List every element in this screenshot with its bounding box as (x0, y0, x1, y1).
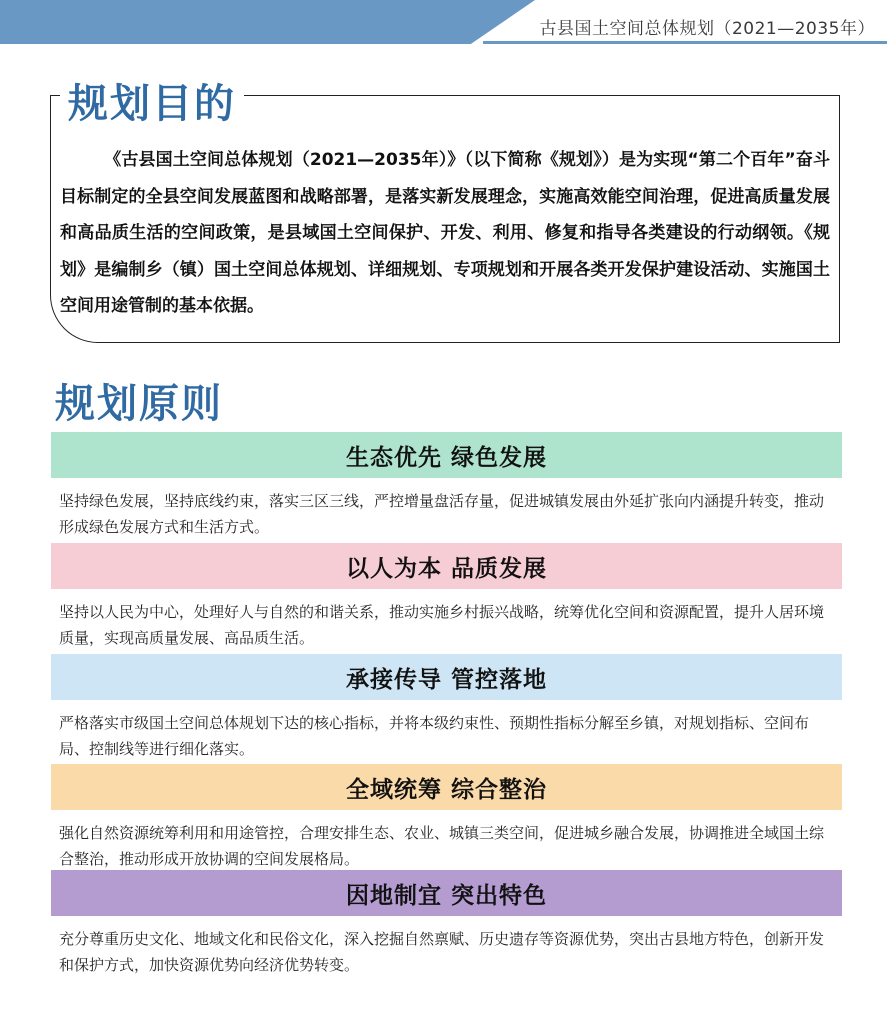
principle-description: 坚持以人民为中心，处理好人与自然的和谐关系，推动实施乡村振兴战略，统筹优化空间和资源配置，提升人居环境质量，实现高质量发展、高品质生活。 (59, 603, 825, 647)
principle-transmission (51, 654, 842, 762)
principle-title-bar: 生态优先 绿色发展 (51, 432, 842, 478)
document-title: 古县国土空间总体规划（2021—2035年） (539, 19, 875, 39)
principle-title-bar: 承接传导 管控落地 (51, 654, 842, 700)
principle-people (51, 543, 842, 651)
principle-ecology (51, 432, 842, 540)
principle-description: 坚持绿色发展，坚持底线约束，落实三区三线，严控增量盘活存量，促进城镇发展由外延扩张向内涵提升转变，推动形成绿色发展方式和生活方式。 (59, 492, 825, 536)
principle-title-bar: 全域统筹 综合整治 (51, 764, 842, 810)
principle-description: 严格落实市级国土空间总体规划下达的核心指标，并将本级约束性、预期性指标分解至乡镇，对规划指标、空间布局、控制线等进行细化落实。 (59, 714, 810, 758)
principle-title-bar: 以人为本 品质发展 (51, 543, 842, 589)
principle-coordination (51, 764, 842, 872)
principle-description: 充分尊重历史文化、地域文化和民俗文化，深入挖掘自然禀赋、历史遗存等资源优势，突出古县地方特色，创新开发和保护方式，加快资源优势向经济优势转变。 (59, 930, 825, 974)
purpose-heading: 规划目的 (60, 72, 244, 129)
principle-local-features (51, 870, 842, 978)
principles-heading: 规划原则 (55, 381, 223, 427)
header-underline (483, 41, 887, 44)
principle-description: 强化自然资源统筹利用和用途管控，合理安排生态、农业、城镇三类空间，促进城乡融合发展，协调推进全域国土综合整治，推动形成开放协调的空间发展格局。 (59, 824, 825, 868)
header-banner (0, 0, 535, 44)
principle-title-bar: 因地制宜 突出特色 (51, 870, 842, 916)
purpose-paragraph: 《古县国土空间总体规划（2021—2035年）》（以下简称《规划》）是为实现“第二个百年”奋斗目标制定的全县空间发展蓝图和战略部署，是落实新发展理念，实施高效能空间治理，促进高质量发展和高品质生活的空间政策，是县域国土空间保护、开发、利用、修复和指导各类建设的行动纲领。《规划》是编制乡（镇）国土空间总体规划、详细规划、专项规划和开展各类开发保护建设活动、实施国土空间用途管制的基本依据。 (60, 150, 830, 316)
